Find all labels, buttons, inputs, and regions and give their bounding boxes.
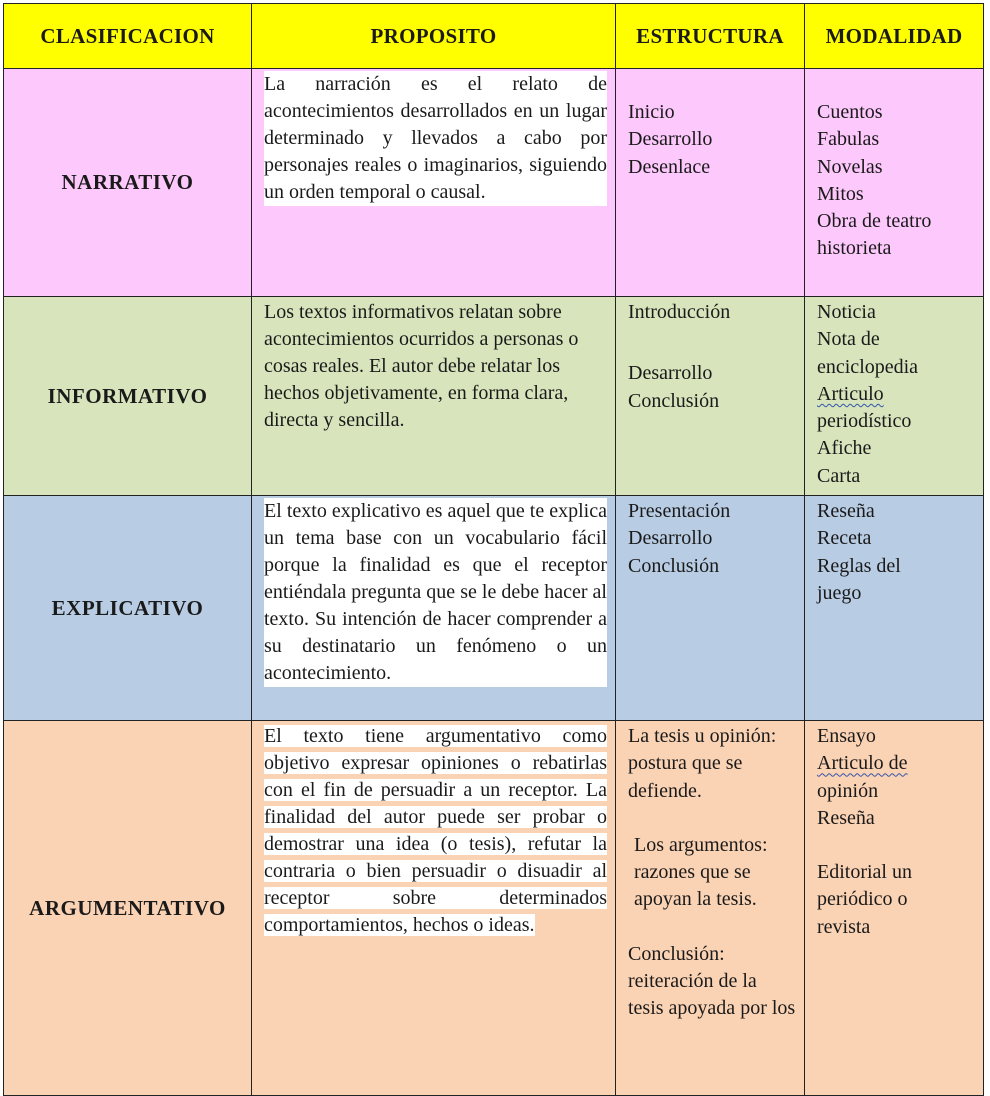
text-classification-table (3, 3, 984, 1096)
estructura-narrativo (616, 69, 805, 297)
modalidad-item: Ensayo (817, 725, 876, 747)
estructura-spacer (628, 326, 796, 360)
modalidad-explicativo (805, 496, 984, 721)
estructura-item: Desarrollo (628, 527, 713, 550)
modalidad-item: Reglas del (817, 554, 901, 577)
estructura-explicativo (616, 496, 805, 721)
estructura-item: Desarrollo (628, 128, 713, 151)
modalidad-item: historieta (817, 237, 892, 260)
proposito-informativo-text: Los textos informativos relatan sobre acontecimientos ocurridos a personas o cosas reales. El autor debe relatar los hechos objetivamente, en forma clara, directa y sencilla. (264, 301, 579, 431)
modalidad-spacer (817, 832, 975, 859)
proposito-narrativo-text: La narración es el relato de acontecimientos desarrollados en un lugar determinado y llevados a cabo por personajes reales o imaginarios, siguiendo un orden temporal o causal. (264, 71, 607, 206)
modalidad-item: Mitos (817, 182, 864, 205)
modalidad-item: periódico o (817, 888, 908, 911)
modalidad-item: Carta (817, 464, 861, 487)
modalidad-item: Fabulas (817, 128, 880, 151)
modalidad-item: Afiche (817, 437, 872, 460)
clasificacion-informativo: INFORMATIVO (4, 297, 252, 496)
estructura-item: Desenlace (628, 155, 711, 178)
clasificacion-explicativo: EXPLICATIVO (4, 496, 252, 721)
header-modalidad: MODALIDAD (805, 4, 984, 69)
modalidad-item: Receta (817, 527, 872, 550)
clasificacion-narrativo: NARRATIVO (4, 69, 252, 297)
modalidad-item: Novelas (817, 155, 883, 178)
row-informativo (4, 297, 984, 496)
estructura-item: Los argumentos: razones que se apoyan la tesis. (634, 833, 768, 911)
row-narrativo (4, 69, 984, 297)
modalidad-item: revista (817, 915, 871, 938)
proposito-argumentativo (252, 721, 616, 1096)
estructura-item: Conclusión: reiteración de la tesis apoyada por los (628, 942, 796, 1020)
modalidad-item (817, 750, 975, 777)
modalidad-narrativo (805, 69, 984, 297)
modalidad-item: periodístico (817, 410, 912, 433)
estructura-informativo (616, 297, 805, 496)
modalidad-item: Articulo (817, 382, 884, 405)
estructura-item: Inicio (628, 101, 675, 123)
modalidad-item: juego (817, 581, 862, 604)
proposito-explicativo (252, 496, 616, 721)
modalidad-item: Reseña (817, 500, 875, 522)
header-proposito: PROPOSITO (252, 4, 616, 69)
estructura-item: Desarrollo (628, 362, 713, 385)
modalidad-item: Reseña (817, 806, 875, 829)
header-row (4, 4, 984, 69)
modalidad-item: Nota de (817, 328, 880, 351)
proposito-argumentativo-box (264, 723, 607, 939)
header-clasificacion: CLASIFICACION (4, 4, 252, 69)
estructura-item: Conclusión (628, 554, 720, 577)
row-explicativo (4, 496, 984, 721)
modalidad-item: Cuentos (817, 101, 883, 123)
modalidad-item: Noticia (817, 301, 876, 323)
modalidad-item: Obra de teatro (817, 210, 932, 233)
modalidad-argumentativo (805, 721, 984, 1096)
proposito-narrativo (252, 69, 616, 297)
proposito-informativo (252, 297, 616, 496)
estructura-argumentativo (616, 721, 805, 1096)
proposito-argumentativo-text: El texto tiene argumentativo como objetivo expresar opiniones o rebatirlas con el fin de persuadir a un receptor. La finalidad del autor puede ser probar o demostrar una idea (o tesis), refutar la contraria o bien persuadir o disuadir al receptor sobre determinados comportamientos, hechos o ideas. (264, 725, 607, 936)
modalidad-item: Editorial un (817, 861, 912, 884)
header-estructura: ESTRUCTURA (616, 4, 805, 69)
modalidad-item: opinión (817, 779, 879, 802)
proposito-explicativo-text: El texto explicativo es aquel que te explica un tema base con un vocabulario fácil porque la finalidad es que el receptor entiéndala pregunta que se le debe hacer al texto. Su intención de hacer comprender a su destinatario un fenómeno o un acontecimiento. (264, 498, 607, 687)
estructura-item: Conclusión (628, 389, 720, 412)
estructura-item: Introducción (628, 301, 731, 323)
modalidad-item: enciclopedia (817, 355, 919, 378)
estructura-item: La tesis u opinión: postura que se defiende. (628, 725, 777, 802)
modalidad-informativo (805, 297, 984, 496)
clasificacion-argumentativo: ARGUMENTATIVO (4, 721, 252, 1096)
modalidad-item-text: Articulo de (817, 752, 908, 775)
row-argumentativo (4, 721, 984, 1096)
estructura-item: Presentación (628, 500, 731, 522)
